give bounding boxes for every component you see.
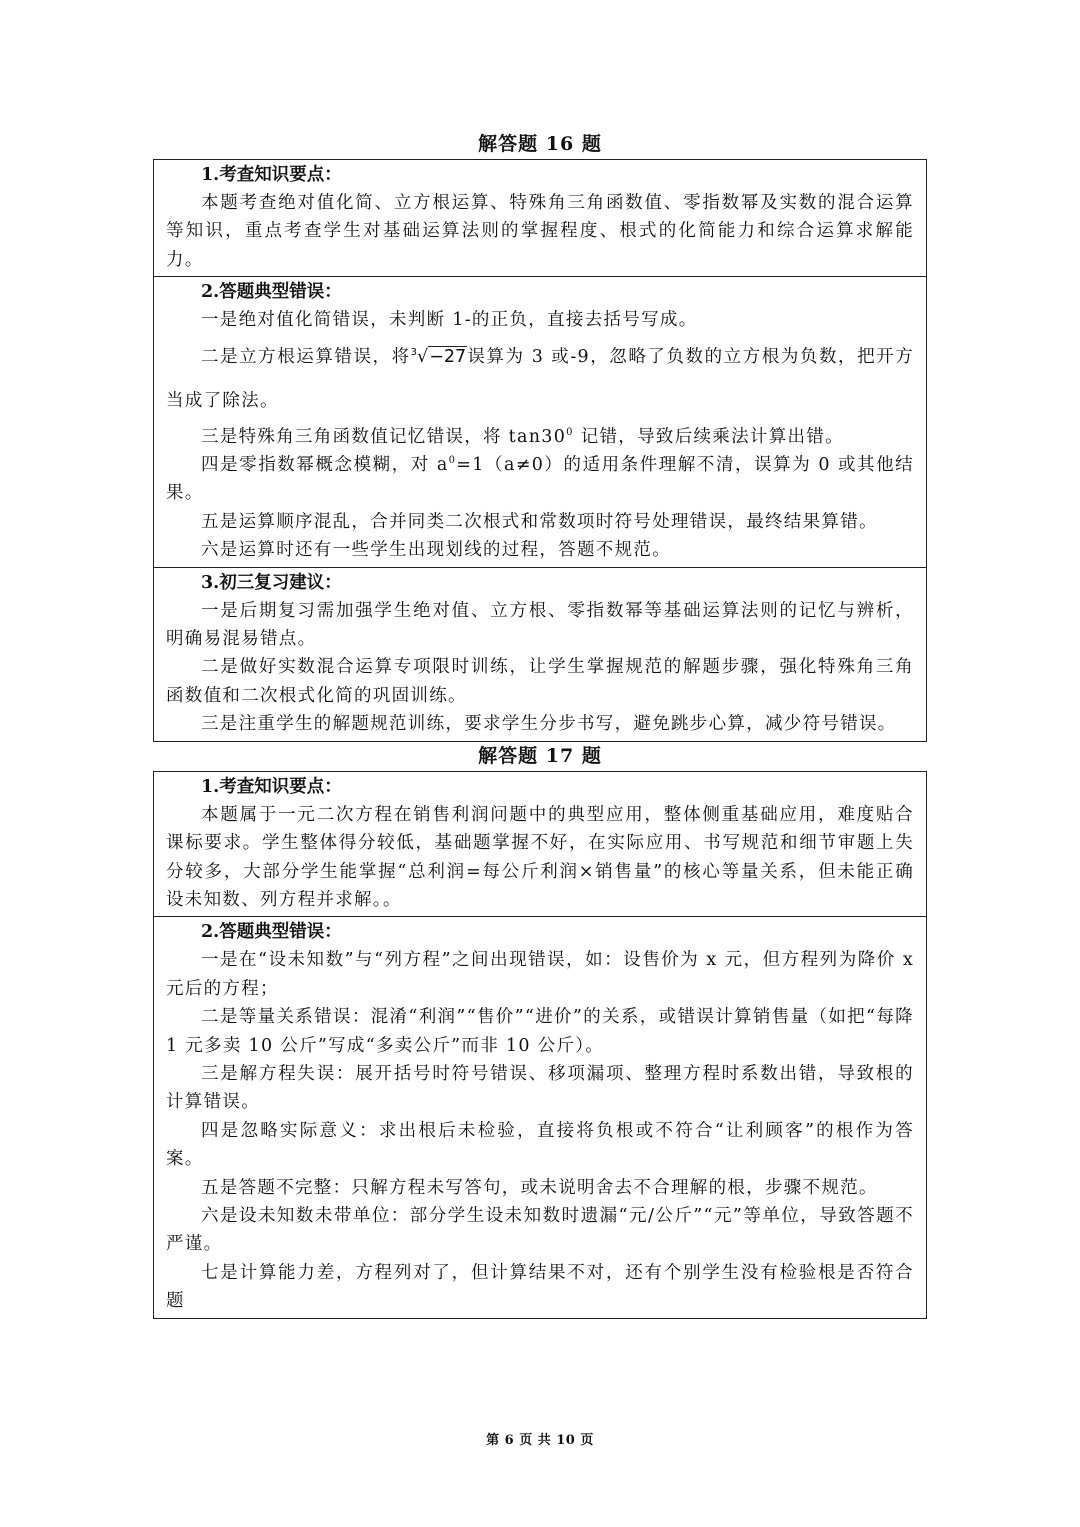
error-item-2: 二是等量关系错误：混淆“利润”“售价”“进价”的关系，或错误计算销售量（如把“每降 1 元多卖 10 公斤”写成“多卖公斤”而非 10 公斤）。	[166, 1007, 914, 1056]
errors-heading: 2.答题典型错误：	[201, 282, 342, 303]
section-16-title: 解答题 16 题	[478, 133, 602, 155]
errors-heading: 2.答题典型错误：	[201, 922, 342, 943]
advice-item-1: 一是后期复习需加强学生绝对值、立方根、零指数幂等基础运算法则的记忆与辨析，明确易混易错点。	[166, 600, 914, 650]
error-item-2: 二是立方根运算错误，将$^3$√−27误算为 3 或-9，忽略了负数的立方根为负数，把开方当成了除法。	[166, 346, 914, 411]
section-17-knowledge-cell	[154, 772, 926, 917]
cube-root-expression: $^3$√−27	[410, 346, 467, 367]
error-item-4: 四是忽略实际意义：求出根后未检验，直接将负根或不符合“让利顾客”的根作为答案。	[166, 1120, 914, 1170]
section-17-title: 解答题 17 题	[478, 744, 602, 767]
section-16-knowledge-cell	[154, 160, 926, 276]
error-item-4: 四是零指数幂概念模糊，对 $a^0=1(a\ne 0)$的适用条件理解不清，误算为 0 或其他结果。	[166, 455, 914, 504]
advice-item-2: 二是做好实数混合运算专项限时训练，让学生掌握规范的解题步骤，强化特殊角三角函数值和二次根式化简的巩固训练。	[166, 657, 914, 706]
knowledge-heading: 1.考查知识要点：	[201, 165, 342, 185]
error-item-1: 一是绝对值化简错误，未判断 1-的正负，直接去括号写成。	[201, 310, 698, 331]
error-item-7: 七是计算能力差，方程列对了，但计算结果不对，还有个别学生没有检验根是否符合题	[166, 1262, 914, 1312]
error-item-3: 三是特殊角三角函数值记忆错误，将 $\tan 30^0$ 记错，导致后续乘法计算出错。	[201, 426, 844, 447]
section-17-errors-cell	[154, 916, 926, 1317]
error-item-6: 六是运算时还有一些学生出现划线的过程，答题不规范。	[201, 540, 671, 561]
error-item-5: 五是运算顺序混乱，合并同类二次根式和常数项时符号处理错误，最终结果算错。	[201, 511, 878, 532]
section-16-table	[153, 159, 927, 742]
advice-heading: 3.初三复习建议：	[201, 572, 342, 593]
error-item-3: 三是解方程失误：展开括号时符号错误、移项漏项、整理方程时系数出错，导致根的计算错误。	[166, 1063, 914, 1113]
section-17-table	[153, 771, 927, 1319]
page-content	[153, 130, 927, 1319]
advice-item-3: 三是注重学生的解题规范训练，要求学生分步书写，避免跳步心算，减少符号错误。	[201, 714, 897, 735]
section-16-errors-cell	[154, 276, 926, 566]
error-item-6: 六是设未知数未带单位：部分学生设未知数时遗漏“元/公斤”“元”等单位，导致答题不严谨。	[166, 1205, 914, 1255]
knowledge-heading: 1.考查知识要点：	[201, 776, 342, 797]
knowledge-paragraph: 本题考查绝对值化简、立方根运算、特殊角三角函数值、零指数幂及实数的混合运算等知识，重点考查学生对基础运算法则的掌握程度、根式的化简能力和综合运算求解能力。	[166, 193, 914, 270]
knowledge-paragraph: 本题属于一元二次方程在销售利润问题中的典型应用，整体侧重基础应用，难度贴合课标要求。学生整体得分较低，基础题掌握不好，在实际应用、书写规范和细节审题上失分较多，大部分学生能掌握“总利润=每公斤利润×销售量”的核心等量关系，但未能正确设未知数、列方程并求解。。	[166, 804, 914, 910]
error-item-5: 五是答题不完整：只解方程未写答句，或未说明舍去不合理解的根，步骤不规范。	[201, 1177, 878, 1198]
page-footer: 第 6 页 共 10 页	[486, 1433, 594, 1448]
error-item-1: 一是在“设未知数”与“列方程”之间出现错误，如：设售价为 x 元，但方程列为降价 x 元后的方程；	[166, 950, 914, 999]
section-16-advice-cell	[154, 567, 926, 741]
